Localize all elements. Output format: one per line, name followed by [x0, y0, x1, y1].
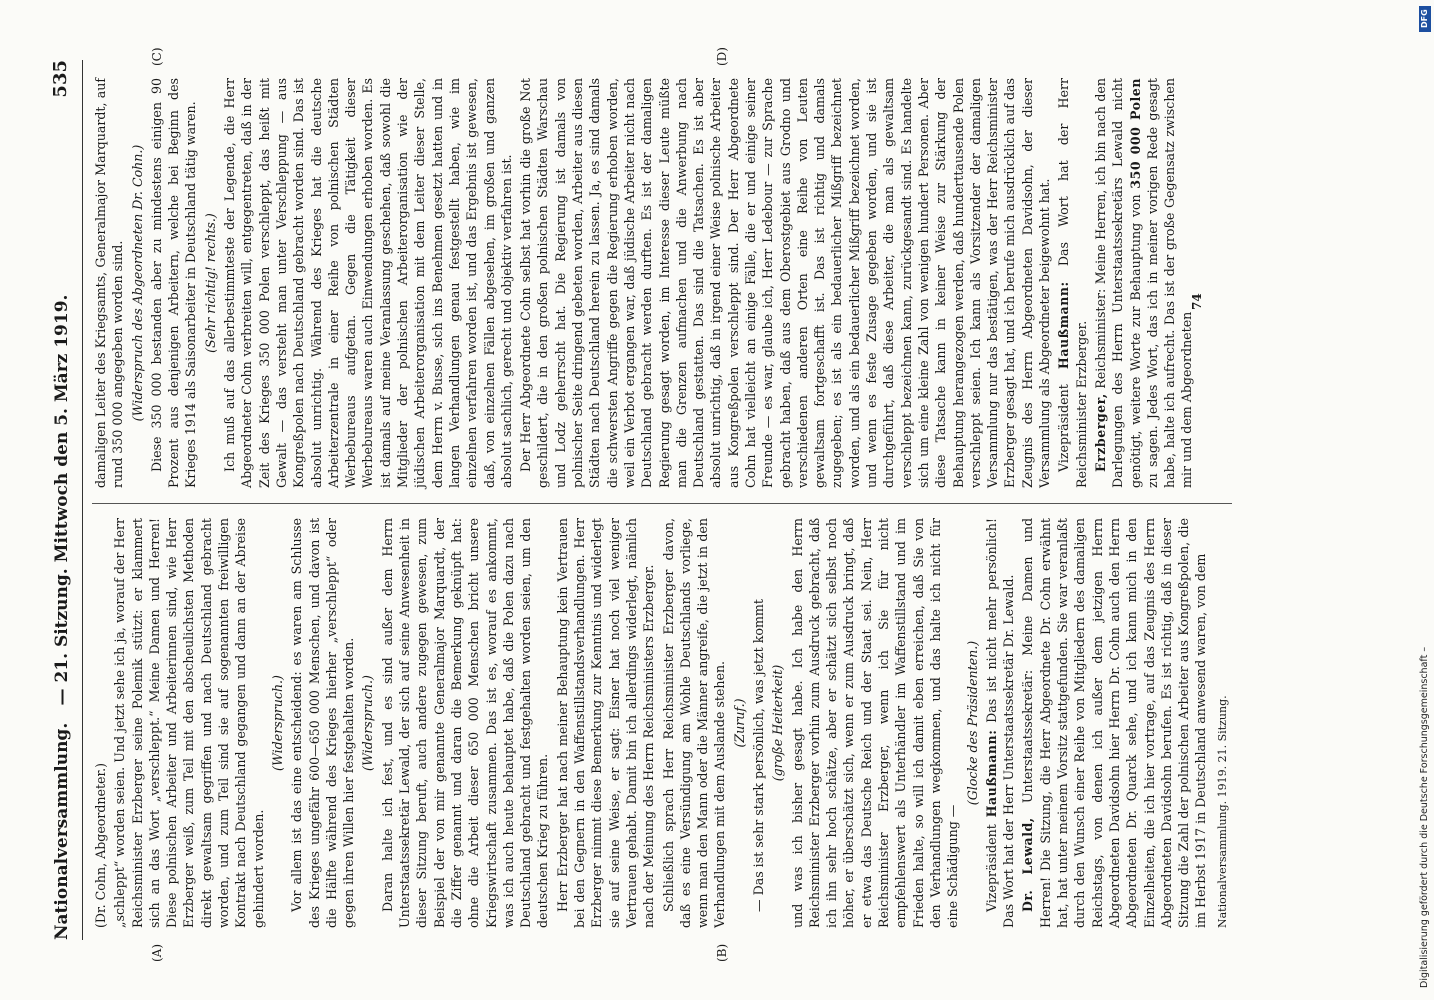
speaker-attribution: (Dr. Cohn, Abgeordneter.) [93, 762, 108, 928]
speaker-title: Vizepräsident [983, 824, 999, 912]
margin-mark-d: (D) [715, 47, 729, 66]
dfg-side-note [1419, 6, 1431, 996]
header-rule [82, 60, 83, 940]
speaker-text: Meine Damen und Herren! Die Sitzung, die Herr Abgeordnete Dr. Cohn erwähnt hat, hat unter meinem Vorsitz stattgefunden. Sie war veranlaßt durch den Wunsch einer Reihe von Mitgliedern des damaligen Reichstags, von denen ich außer dem jetzigen Herrn Abgeordneten Davidsohn hier Herrn Dr. Cohn auch den Herrn Abgeordneten Dr. Quarck sehe, und ich kann mich in den Einzelheiten, die ich hier vortrage, auf das Zeugnis des Herrn Abgeordneten Davidsohn berufen. Es ist richtig, daß in dieser Sitzung die Zahl der polnischen Arbeiter aus Kongreßpolen, die im Herbst 1917 in Deutschland anwesend waren, von dem [1020, 517, 1209, 928]
paragraph: — Das ist sehr stark persönlich, was jetzt kommt [750, 599, 766, 912]
speaker-paragraph [1019, 518, 1209, 928]
footer-note: Nationalversammlung. 1919. 21. Sitzung. [1215, 695, 1229, 928]
interjection: (Widerspruch des Abgeordneten Dr. Cohn.) [129, 144, 145, 422]
paragraph: Daran halte ich fest, und es sind außer dem Herrn Unterstaatssekretär Lewald, der sich auf seine Anwesenheit in dieser Sitzung beruft, auch andere zugegen gewesen, zum Beispiel der von mir genannte Generalmajor Marquardt, der die Ziffer genannt und daran die Bemerkung geknüpft hat: ohne die Arbeit dieser 650 000 Menschen bricht unsere Kriegswirtschaft zusammen. Das ist es, worauf es ankommt, was ich auch heute behauptet habe, daß die Polen dazu nach Deutschland gebracht und festgehalten worden seien, um den deutschen Krieg zu führen. [379, 518, 551, 928]
header-left: Nationalversammlung. [52, 722, 72, 940]
dfg-badge: DFG [1419, 6, 1431, 32]
speaker-paragraph [1055, 78, 1090, 488]
paragraph: Der Herr Abgeordnete Cohn selbst hat vorhin die große Not geschildert, die in den großen polnischen Städten Warschau und Lodz geherrscht hat. Die Regierung ist damals von polnischer Seite dringend gebeten worden, Arbeiter aus diesen Städten nach Deutschland herein zu lassen. Ja, es sind damals die schwersten Angriffe gegen die Regierung erhoben worden, weil ein Verbot ergangen war, daß jüdische Arbeiter nicht nach Deutschland gebracht werden durften. Es ist der damaligen Regierung gesagt worden, im Interesse dieser Leute müßte man die Grenzen aufmachen und die Anwerbung nach Deutschland gestatten. Das sind die Tatsachen. Es ist aber absolut unrichtig, daß in irgend einer Weise polnische Arbeiter aus Kongreßpolen verschleppt sind. Der Herr Abgeordnete Cohn hat vielleicht an einige Fälle, die er und einige seiner Freunde — es war, glaube ich, Herr Ledebour — zur Sprache gebracht haben, daß aus dem Oberostgebiet aus Grodno und verschiedenen anderen Orten eine Reihe von Leuten gewaltsam fortgeschafft ist. Das ist richtig und damals zugegeben; es ist als ein bedauerlicher Mißgriff bezeichnet worden, und als ein bedauerlicher Mißgriff bezeichnet worden, und wenn es feste Zusage gegeben worden, und sie ist durchgeführt, daß diese Arbeiter, die man als gewaltsam verschleppt bezeichnen kann, zurückgesandt sind. Es handelte sich um eine kleine Zahl von wenigen hundert Personen. Aber diese Tatsache kann in keiner Weise zur Stärkung der Behauptung herangezogen werden, daß hunderttausende Polen verschleppt seien. Ich kann als Vorsitzender der damaligen Versammlung nur das bestätigen, was der Herr Reichsminister Erzberger gesagt hat, und ich berufe mich ausdrücklich auf das Zeugnis des Herrn Abgeordneten Davidsohn, der dieser Versammlung als Abgeordneter beigewohnt hat. [518, 78, 1053, 488]
paragraph: Ich muß auf das allerbestimmteste der Legende, die Herr Abgeordneter Cohn verbreiten will, entgegentreten, daß in der Zeit des Krieges 350 000 Polen verschleppt, das heißt mit Gewalt — das versteht man unter Verschleppung — aus Kongreßpolen nach Deutschland gebracht worden sind. Das ist absolut unrichtig. Während des Krieges hat die deutsche Arbeiterzentrale in einer Reihe von polnischen Städten Werbebureaus aufgetan. Gegen die Tätigkeit dieser Werbebureaus waren auch Einwendungen erhoben worden. Es ist damals auf meine Veranlassung geschehen, daß sowohl die Mitglieder der polnischen Arbeiterorganisation wie der jüdischen Arbeiterorganisation mit dem Leiter dieser Stelle, dem Herrn v. Busse, sich ins Benehmen gesetzt hatten und in langen Verhandlungen genau festgestellt haben, wie im einzelnen verfahren worden ist, und das Ergebnis ist gewesen, daß, von einzelnen Fällen abgesehen, im großen und ganzen absolut sachlich, gerecht und objektiv verfahren ist. [222, 78, 514, 488]
paragraph: Herr Erzberger hat nach meiner Behauptung kein Vertrauen bei den Gegnern in den Waffenstillstandsverhandlungen. Herr Erzberger nimmt diese Bemerkung zur Kenntnis und widerlegt sie auf seine Weise, er sagt: Eisner hat noch viel weniger Vertrauen gehabt. Damit bin ich allerdings widerlegt, nämlich nach der Meinung des Herrn Reichsministers Erzberger. [554, 518, 657, 928]
interjection: (Zuruf.) [731, 698, 747, 748]
paragraph: Diese 350 000 bestanden aber zu mindestens einigen 90 Prozent aus denjenigen Arbeitern, welche bei Beginn des Krieges 1914 als Saisonarbeiter in Deutschland tätig waren. [148, 78, 199, 488]
interjection: (Sehr richtig! rechts.) [202, 213, 218, 353]
paragraph: Schließlich sprach Herr Reichsminister Erzberger davon, daß es eine Versündigung am Wohle Deutschlands vorliege, wenn man den Mann oder die Männer angreife, die jetzt in den Verhandlungen mit dem Auslande stehen. [660, 518, 728, 928]
dfg-note-text: Digitalisierung gefördert durch die Deutsche Forschungsgemeinschaft – [1419, 646, 1430, 988]
speaker-name: Haußmann: [983, 729, 999, 818]
speaker-text: Das Wort hat der Herr Reichsminister Erzberger. [1056, 78, 1089, 488]
paragraph: und was ich bisher gesagt habe. Ich habe den Herrn Reichsminister Erzberger vorhin zum Ausdruck gebracht, daß ich ihn sehr hoch schätze, aber er schätzt sich selbst noch höher, er überschätzt sich, wenn er zum Ausdruck bringt, daß er etwa das Deutsche Reich und der Staat sei. Nein, Herr Reichsminister Erzberger, wenn ich Sie für nicht empfehlenswert als Unterhändler im Waffenstillstand und im Frieden halte, so will ich damit eben erreichen, daß Sie von den Verhandlungen wegkommen, und das halte ich nicht für eine Schädigung — [789, 518, 961, 928]
signature-number: 74 [1190, 293, 1204, 310]
speaker-role: Reichsminister: [1092, 288, 1108, 389]
interjection: (große Heiterkeit) [770, 664, 786, 782]
speaker-name: Dr. Lewald, [1020, 817, 1036, 912]
page-number: 535 [50, 60, 71, 98]
interjection: (Glocke des Präsidenten.) [964, 640, 980, 806]
emphasis: 350 000 Polen [1127, 78, 1143, 189]
paragraph: „schleppt“ worden seien. Und jetzt sehe ich ja, worauf der Herr Reichsminister Erzberger seine Polemik stützt: er klammert sich an das Wort „verschleppt.“ Meine Damen und Herren! Diese polnischen Arbeiter und Arbeiterinnen sind, wie Herr Erzberger weiß, zum Teil mit den abscheulichsten Methoden direkt gewaltsam gegriffen und nach Deutschland gebracht worden, und zum Teil sind sie auf sogenannten freiwilligen Kontrakt nach Deutschland gegangen und dann an der Abreise gehindert worden. [112, 518, 266, 928]
speaker-text: Meine Herren, ich bin nach den Darlegungen des Herrn Unterstaatssekretärs Lewald nicht genötigt, weitere Worte zur Behauptung von [1092, 78, 1143, 488]
speaker-paragraph [1092, 78, 1196, 488]
column-left [92, 518, 1233, 928]
column-divider [92, 503, 1232, 504]
margin-mark-c: (C) [150, 47, 164, 66]
speaker-text: zu sagen. Jedes Wort, das ich in meiner vorigen Rede gesagt habe, halte ich aufrecht. Das ist der große Gegensatz zwischen mir und dem Abgeordneten [1144, 78, 1195, 488]
paragraph: damaligen Leiter des Kriegsamts, Generalmajor Marquardt, auf rund 350 000 angegeben worden sind. [93, 78, 126, 488]
interjection: (Widerspruch.) [269, 675, 285, 771]
speaker-name: Erzberger, [1092, 393, 1108, 472]
speaker-name: Haußmann: [1056, 281, 1072, 370]
column-right [92, 78, 1198, 488]
header-center: — 21. Sitzung. Mittwoch den 5. März 1919. [52, 294, 72, 706]
speaker-role: Unterstaatssekretär: [1020, 669, 1036, 804]
speaker-paragraph [983, 518, 1018, 928]
margin-mark-a: (A) [150, 943, 164, 962]
interjection: (Widerspruch.) [360, 675, 376, 771]
speaker-text: Das ist nicht mehr persönlich! Das Wort hat der Herr Unterstaatssekretär Dr. Lewald. [983, 518, 1017, 928]
page-header [46, 60, 80, 940]
paragraph: Vor allem ist das eine entscheidend: es waren am Schlusse des Krieges ungefähr 600—650 000 Menschen, und davon ist die Hälfte während des Krieges hierher „verschleppt“ oder gegen ihren Willen hier festgehalten worden. [289, 518, 357, 928]
speaker-title: Vizepräsident [1056, 384, 1072, 472]
margin-mark-b: (B) [715, 943, 729, 962]
